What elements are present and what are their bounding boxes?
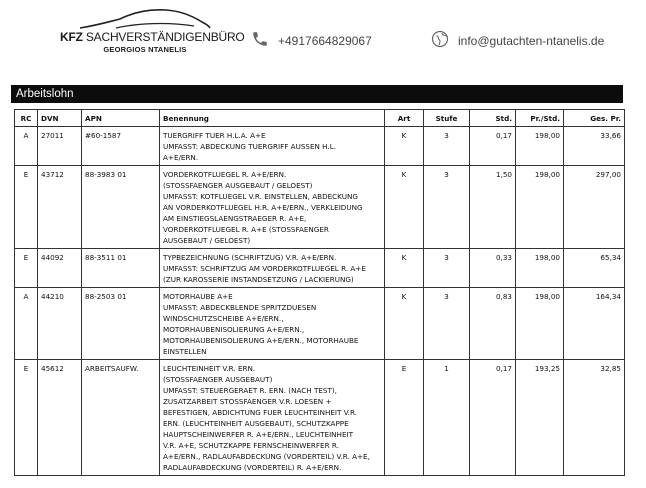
cell-rc: E [15, 249, 38, 288]
cell-pr-std: 198,00 [516, 249, 564, 288]
cell-benennung [160, 166, 385, 249]
email-address: info@gutachten-ntanelis.de [458, 33, 605, 48]
description-line: (STOSSFAENGER AUSGEBAUT / GELOEST) [163, 181, 313, 190]
description-line: BEFESTIGEN, ABDICHTUNG FUER LEUCHTEINHEIT V.R. [163, 408, 357, 417]
description-line: LEUCHTEINHEIT V.R. ERN. [163, 364, 256, 373]
col-header-ges-pr: Ges. Pr. [564, 110, 625, 127]
table-header-row [15, 110, 625, 127]
cell-apn: 88-2503 01 [82, 288, 160, 360]
cell-art: K [385, 249, 424, 288]
labor-cost-table [14, 109, 625, 476]
cell-std: 0,17 [470, 127, 516, 166]
col-header-dvn: DVN [38, 110, 82, 127]
description-line: MOTORHAUBENISOLIERUNG A+E/ERN., MOTORHAUBE [163, 336, 359, 345]
table-row [15, 166, 625, 249]
col-header-std: Std. [470, 110, 516, 127]
cell-benennung [160, 288, 385, 360]
cell-ges-pr: 65,34 [564, 249, 625, 288]
description-line: ZUSATZARBEIT STOSSFAENGER V.R. LOESEN + [163, 397, 332, 406]
cell-ges-pr: 164,34 [564, 288, 625, 360]
description-line: AUSGEBAUT / GELOEST) [163, 236, 251, 245]
cell-apn: ARBEITSAUFW. [82, 360, 160, 476]
description-line: VORDERKOTFLUEGEL R. A+E (STOSSFAENGER [163, 225, 329, 234]
description-line: RADLAUFABDECKUNG (VORDERTEIL) R. A+E/ERN. [163, 463, 342, 472]
car-silhouette-icon [78, 8, 212, 30]
owner-name: GEORGIOS NTANELIS [103, 45, 187, 54]
description-line: (STOSSFAENGER AUSGEBAUT) [163, 375, 273, 384]
cell-art: E [385, 360, 424, 476]
cell-ges-pr: 297,00 [564, 166, 625, 249]
description-line: EINSTELLEN [163, 347, 207, 356]
brand-name: KFZ SACHVERSTÄNDIGENBÜRO [60, 30, 245, 44]
section-title-bar: Arbeitslohn [11, 85, 623, 103]
cell-stufe: 3 [424, 249, 470, 288]
description-line: UMFASST: ABDECKUNG TUERGRIFF AUSSEN H.L. [163, 142, 337, 151]
cell-pr-std: 198,00 [516, 127, 564, 166]
description-line: HAUPTSCHEINWERFER R. A+E/ERN., LEUCHTEINHEIT [163, 430, 354, 439]
cell-apn: 88-3983 01 [82, 166, 160, 249]
cell-dvn: 43712 [38, 166, 82, 249]
cell-pr-std: 193,25 [516, 360, 564, 476]
col-header-rc: RC [15, 110, 38, 127]
cell-benennung [160, 127, 385, 166]
description-line: AM EINSTIEGSLAENGSTRAEGER R. A+E, [163, 214, 307, 223]
phone-number: +4917664829067 [278, 33, 372, 48]
cell-art: K [385, 166, 424, 249]
description-line: VORDERKOTFLUEGEL R. A+E/ERN. [163, 170, 287, 179]
col-header-benennung: Benennung [160, 110, 385, 127]
col-header-art: Art [385, 110, 424, 127]
cell-benennung [160, 249, 385, 288]
description-line: A+E/ERN. [163, 153, 199, 162]
table-row [15, 127, 625, 166]
cell-dvn: 27011 [38, 127, 82, 166]
col-header-stufe: Stufe [424, 110, 470, 127]
cell-rc: E [15, 360, 38, 476]
cell-dvn: 44210 [38, 288, 82, 360]
cell-art: K [385, 288, 424, 360]
description-line: A+E/ERN., RADLAUFABDECKUNG (VORDERTEIL) V.R. A+E, [163, 452, 370, 461]
cell-benennung [160, 360, 385, 476]
phone-contact[interactable] [251, 30, 372, 51]
description-line: V.R. A+E, SCHUTZKAPPE FERNSCHEINWERFER R. [163, 441, 339, 450]
email-contact[interactable] [431, 30, 604, 51]
col-header-apn: APN [82, 110, 160, 127]
cell-art: K [385, 127, 424, 166]
cell-std: 0,83 [470, 288, 516, 360]
company-logo [60, 8, 245, 56]
cell-stufe: 1 [424, 360, 470, 476]
description-line: MOTORHAUBE A+E [163, 292, 233, 301]
col-header-pr-std: Pr./Std. [516, 110, 564, 127]
table-row [15, 288, 625, 360]
cell-std: 0,17 [470, 360, 516, 476]
description-line: TUERGRIFF TUER H.L.A. A+E [163, 131, 266, 140]
cell-ges-pr: 33,66 [564, 127, 625, 166]
cell-ges-pr: 32,85 [564, 360, 625, 476]
cell-rc: A [15, 127, 38, 166]
cell-std: 1,50 [470, 166, 516, 249]
cell-dvn: 44092 [38, 249, 82, 288]
cell-pr-std: 198,00 [516, 288, 564, 360]
description-line: TYPBEZEICHNUNG (SCHRIFTZUG) V.R. A+E/ERN. [163, 253, 337, 262]
description-line: (ZUR KAROSSERIE INSTANDSETZUNG / LACKIERUNG) [163, 275, 354, 284]
cell-stufe: 3 [424, 166, 470, 249]
cell-apn: #60-1587 [82, 127, 160, 166]
description-line: AN VORDERKOTFLUEGEL H.R. A+E/ERN., VERKLEIDUNG [163, 203, 363, 212]
description-line: UMFASST: KOTFLUEGEL V.R. EINSTELLEN, ABDECKUNG [163, 192, 358, 201]
cell-stufe: 3 [424, 127, 470, 166]
cell-rc: A [15, 288, 38, 360]
table-row [15, 249, 625, 288]
cell-pr-std: 198,00 [516, 166, 564, 249]
document-header [0, 0, 646, 78]
cell-rc: E [15, 166, 38, 249]
description-line: ERN. (LEUCHTEINHEIT AUSGEBAUT), SCHUTZKAPPE [163, 419, 349, 428]
description-line: MOTORHAUBENISOLIERUNG A+E/ERN., [163, 325, 305, 334]
cell-stufe: 3 [424, 288, 470, 360]
cell-dvn: 45612 [38, 360, 82, 476]
phone-icon [251, 30, 269, 51]
description-line: WINDSCHUTZSCHEIBE A+E/ERN., [163, 314, 284, 323]
description-line: UMFASST: STEUERGERAET R. ERN. (NACH TEST), [163, 386, 337, 395]
description-line: UMFASST: SCHRIFTZUG AM VORDERKOTFLUEGEL R. A+E [163, 264, 366, 273]
table-row [15, 360, 625, 476]
cell-apn: 88-3511 01 [82, 249, 160, 288]
description-line: UMFASST: ABDECKBLENDE SPRITZDUESEN [163, 303, 317, 312]
globe-icon [431, 30, 449, 51]
cell-std: 0,33 [470, 249, 516, 288]
